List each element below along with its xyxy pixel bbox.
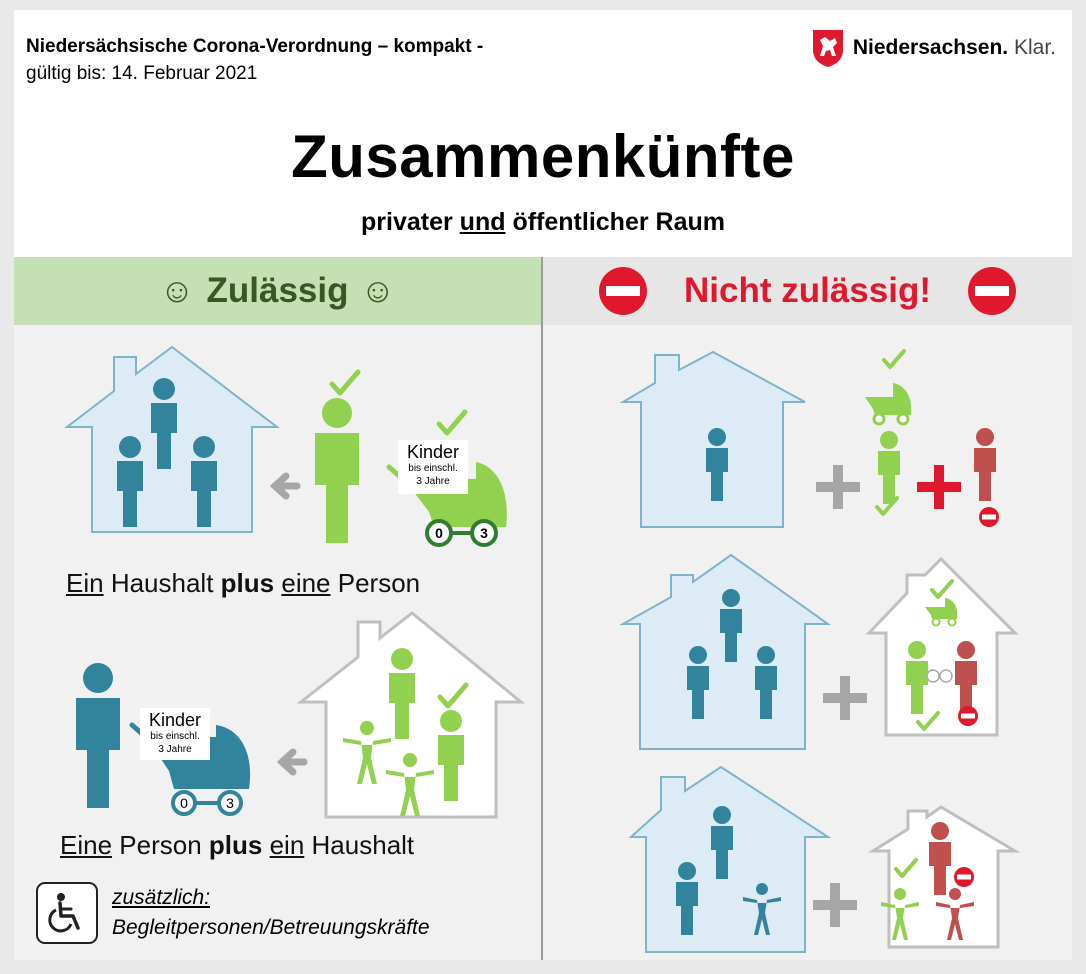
- additional-note-text: Begleitpersonen/Betreuungskräfte: [112, 916, 430, 939]
- arrow-left-icon: [275, 476, 297, 496]
- caption-household-plus-person: Ein Haushalt plus eine Person: [66, 568, 421, 598]
- header-title: Niedersächsische Corona-Verordnung – kompakt -: [26, 36, 484, 57]
- allowed-heading: Zulässig: [206, 271, 349, 310]
- age-from: 0: [435, 525, 443, 541]
- stroller-label: Kinder: [406, 442, 460, 462]
- smiley-icon: ☺: [159, 271, 195, 310]
- no-entry-icon: [954, 867, 974, 887]
- checkmark-icon: [332, 372, 358, 393]
- house-icon: [67, 347, 277, 532]
- header-validity: gültig bis: 14. Februar 2021: [26, 63, 258, 84]
- page-subtitle: [14, 208, 1072, 237]
- page-title: Zusammenkünfte: [291, 123, 795, 190]
- person-icon: [76, 663, 120, 808]
- age-to: 3: [226, 795, 234, 811]
- infographic-card: [14, 10, 1072, 960]
- age-from: 0: [180, 795, 188, 811]
- arrow-left-icon: [282, 752, 304, 772]
- not-allowed-illustrations: [543, 257, 1072, 957]
- stroller-sub1: bis einschl.: [408, 463, 458, 474]
- stroller-icon: [865, 383, 911, 424]
- not-allowed-column: [543, 257, 1072, 960]
- subtitle-part1: privater: [361, 208, 453, 236]
- niedersachsen-logo: [811, 28, 1056, 68]
- checkmark-icon: [439, 412, 465, 433]
- house-icon: [631, 767, 828, 952]
- stroller-sub2: 3 Jahre: [158, 744, 192, 755]
- person-icon: [974, 428, 996, 501]
- plus-icon: [816, 465, 860, 509]
- house-icon: [869, 559, 1015, 735]
- stroller-sub1: bis einschl.: [150, 731, 200, 742]
- stroller-label: Kinder: [148, 710, 202, 730]
- wheelchair-icon: [36, 882, 98, 944]
- allowed-illustrations: [14, 257, 541, 877]
- subtitle-part3: öffentlicher Raum: [512, 208, 725, 236]
- additional-note-label: zusätzlich:: [112, 886, 211, 909]
- logo-text-light: Klar.: [1013, 36, 1056, 59]
- smiley-icon: ☺: [360, 271, 396, 310]
- stroller-sub2: 3 Jahre: [416, 476, 450, 487]
- lion-crest-icon: [811, 28, 845, 68]
- plus-icon: [813, 883, 857, 927]
- not-allowed-heading: Nicht zulässig!: [684, 271, 931, 310]
- caption-person-plus-household: Eine Person plus ein Haushalt: [60, 830, 415, 860]
- plus-icon: [823, 676, 867, 720]
- checkmark-icon: [884, 351, 904, 367]
- allowed-column: [14, 257, 541, 960]
- no-entry-icon: [979, 507, 999, 527]
- logo-text-bold: Niedersachsen.: [852, 36, 1009, 59]
- age-to: 3: [480, 525, 488, 541]
- person-icon: [878, 431, 900, 504]
- no-entry-icon: [958, 706, 978, 726]
- subtitle-part2: und: [459, 208, 506, 236]
- additional-note: [36, 882, 430, 944]
- person-icon: [315, 398, 359, 543]
- plus-icon: [917, 465, 961, 509]
